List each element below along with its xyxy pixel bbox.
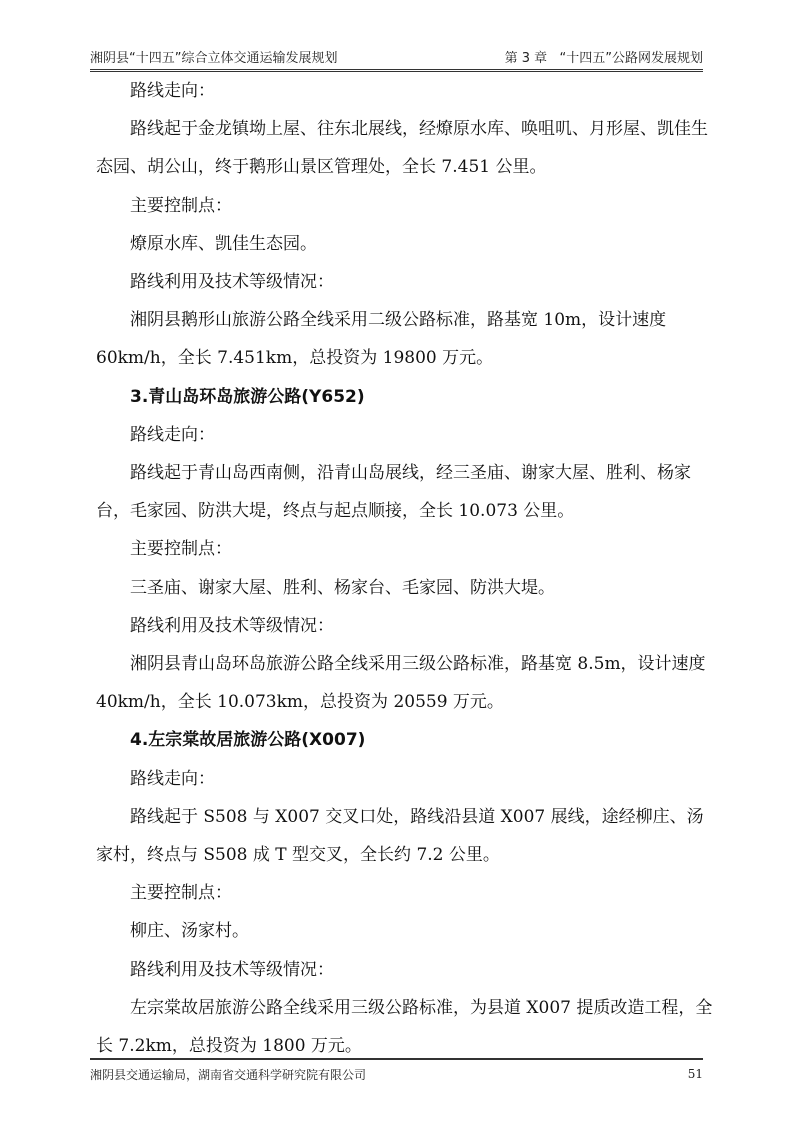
page-footer [90, 1058, 703, 1084]
footer-organizations: 湘阴县交通运输局，湖南省交通科学研究院有限公司 [90, 1067, 367, 1082]
paragraph: 主要控制点： [130, 883, 232, 904]
header-document-title: 湘阴县“十四五”综合立体交通运输发展规划 [90, 51, 338, 66]
page-number: 51 [687, 1067, 703, 1081]
header-chapter-number: 第 3 章 [504, 51, 548, 66]
paragraph: 湘阴县鹅形山旅游公路全线采用二级公路标准，路基宽 10m，设计速度 60km/h，全长 7.451km，总投资为 19800 万元。 [96, 310, 667, 369]
paragraph: 路线利用及技术等级情况： [130, 272, 334, 293]
section-heading: 4.左宗棠故居旅游公路(X007) [130, 730, 366, 751]
page-body [96, 72, 716, 1065]
header-chapter-title [505, 47, 703, 66]
paragraph: 左宗棠故居旅游公路全线采用三级公路标准，为县道 X007 提质改造工程，全长 7.2km，总投资为 1800 万元。 [96, 997, 713, 1057]
paragraph: 三圣庙、谢家大屋、胜利、杨家台、毛家园、防洪大堤。 [130, 577, 555, 598]
paragraph: 燎原水库、凯佳生态园。 [130, 233, 317, 254]
paragraph: 路线起于金龙镇坳上屋、往东北展线，经燎原水库、唤咀叽、月形屋、凯佳生态园、胡公山，终于鹅形山景区管理处，全长 7.451 公里。 [96, 119, 708, 178]
paragraph: 柳庄、汤家村。 [130, 921, 249, 942]
header-chapter-name: “十四五”公路网发展规划 [559, 51, 703, 66]
paragraph: 路线起于青山岛西南侧，沿青山岛展线，经三圣庙、谢家大屋、胜利、杨家台，毛家园、防洪大堤，终点与起点顺接，全长 10.073 公里。 [96, 463, 691, 522]
paragraph: 主要控制点： [130, 195, 232, 216]
paragraph: 路线走向： [130, 424, 215, 445]
section-heading: 3.青山岛环岛旅游公路(Y652) [130, 386, 365, 407]
paragraph: 路线走向： [130, 81, 215, 101]
paragraph: 路线走向： [130, 768, 215, 789]
paragraph: 路线利用及技术等级情况： [130, 615, 334, 636]
paragraph: 主要控制点： [130, 539, 232, 560]
paragraph: 路线利用及技术等级情况： [130, 959, 334, 980]
paragraph: 湘阴县青山岛环岛旅游公路全线采用三级公路标准，路基宽 8.5m，设计速度 40km/h，全长 10.073km，总投资为 20559 万元。 [96, 654, 706, 713]
paragraph: 路线起于 S508 与 X007 交叉口处，路线沿县道 X007 展线，途经柳庄、汤家村，终点与 S508 成 T 型交叉，全长约 7.2 公里。 [96, 806, 704, 866]
page-header [90, 40, 703, 72]
